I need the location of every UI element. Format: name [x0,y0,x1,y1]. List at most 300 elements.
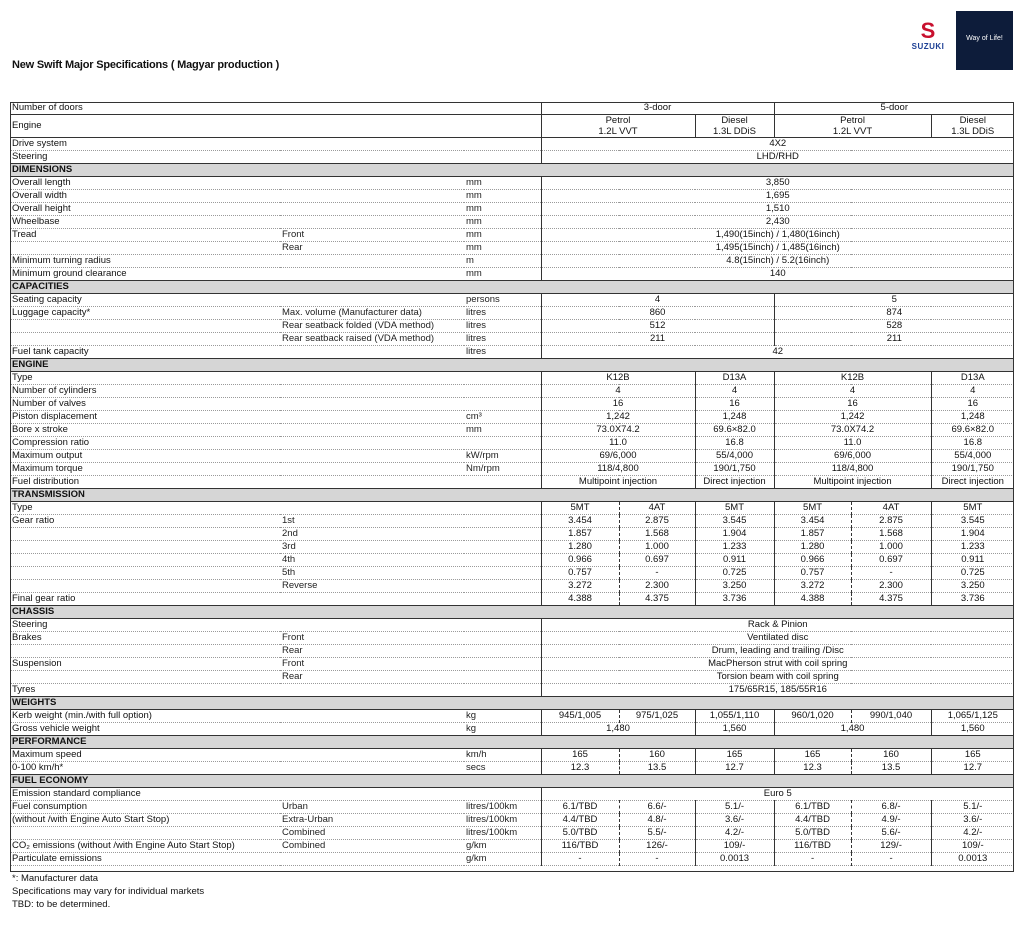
spec-label: Fuel tank capacity [10,346,280,359]
spec-value: 1.857 [774,528,851,541]
spec-value: 1,560 [931,723,1014,736]
spec-value: 512 [541,320,774,333]
spec-sublabel [280,710,464,723]
spec-value: 1,480 [541,723,695,736]
spec-value: 175/65R15, 185/55R16 [541,684,1014,697]
spec-sublabel [280,294,464,307]
spec-sublabel [280,502,464,515]
spec-label [10,242,280,255]
spec-value: 69/6,000 [541,450,695,463]
spec-value: Direct injection [931,476,1014,489]
spec-row [10,463,1014,476]
spec-label: Suspension [10,658,280,671]
spec-value: 4.8(15inch) / 5.2(16inch) [541,255,1014,268]
spec-value: 0.0013 [931,853,1014,866]
spec-value: 3.6/- [695,814,774,827]
spec-unit [464,541,541,554]
spec-unit: mm [464,203,541,216]
spec-value: 211 [774,333,1014,346]
spec-value: 4.375 [851,593,931,606]
spec-value: 42 [541,346,1014,359]
suzuki-s-icon: S [920,18,936,43]
spec-sublabel: 3rd [280,541,464,554]
spec-value: 118/4,800 [541,463,695,476]
spec-value: 129/- [851,840,931,853]
spec-value: 1.904 [695,528,774,541]
spec-value: 2,430 [541,216,1014,229]
spec-row [10,710,1014,723]
spec-value: - [619,853,695,866]
spec-unit: kg [464,723,541,736]
spec-label: Maximum torque [10,463,280,476]
spec-label: Number of valves [10,398,280,411]
section-title: CAPACITIES [10,281,1014,294]
spec-value: 4 [931,385,1014,398]
spec-value: 5 [774,294,1014,307]
spec-sublabel [280,619,464,632]
spec-value: 4.4/TBD [774,814,851,827]
spec-label: 0-100 km/h* [10,762,280,775]
section-header-row [10,736,1014,749]
spec-value: 3.272 [541,580,619,593]
spec-label: Luggage capacity* [10,307,280,320]
spec-value: D13A [695,372,774,385]
spec-label [10,567,280,580]
spec-row [10,632,1014,645]
spec-unit: g/km [464,840,541,853]
spec-sublabel: Combined [280,840,464,853]
spec-unit [464,398,541,411]
spec-value: 1,065/1,125 [931,710,1014,723]
spec-value: 1.233 [695,541,774,554]
spec-label: Steering [10,151,280,164]
spec-value: 0.757 [541,567,619,580]
spec-value: 874 [774,307,1014,320]
spec-label: Maximum speed [10,749,280,762]
spec-sublabel: 2nd [280,528,464,541]
spec-row [10,411,1014,424]
spec-unit: litres/100km [464,814,541,827]
section-title: WEIGHTS [10,697,1014,710]
spec-value: 69.6×82.0 [931,424,1014,437]
spec-row [10,333,1014,346]
spec-value: 12.7 [695,762,774,775]
spec-sublabel [280,203,464,216]
spec-label [10,645,280,658]
spec-value: 3.545 [695,515,774,528]
footnote: *: Manufacturer data [12,873,99,884]
spec-row [10,619,1014,632]
spec-label [10,671,280,684]
spec-unit [464,372,541,385]
spec-label: CO₂ emissions (without /with Engine Auto Start Stop) [10,840,280,853]
spec-row [10,541,1014,554]
spec-value: Petrol 1.2L VVT [541,115,695,138]
suzuki-wordmark: SUZUKI [911,42,945,51]
spec-label: Seating capacity [10,294,280,307]
spec-row [10,749,1014,762]
spec-sublabel [280,268,464,281]
spec-value: 975/1,025 [619,710,695,723]
spec-unit: litres [464,307,541,320]
spec-value: 3.250 [695,580,774,593]
spec-value: 116/TBD [774,840,851,853]
spec-unit [464,619,541,632]
spec-value: 2.300 [619,580,695,593]
spec-unit [464,580,541,593]
spec-unit: cm³ [464,411,541,424]
spec-sublabel [280,762,464,775]
spec-value: 1,242 [541,411,695,424]
spec-value: 0.0013 [695,853,774,866]
spec-value: - [541,853,619,866]
footnote: Specifications may vary for individual markets [12,886,205,897]
spec-label [10,528,280,541]
spec-sublabel: Front [280,632,464,645]
spec-row [10,294,1014,307]
spec-value: 3.545 [931,515,1014,528]
spec-sublabel [280,216,464,229]
spec-value: 55/4,000 [931,450,1014,463]
spec-value: 3.272 [774,580,851,593]
spec-value: 1,055/1,110 [695,710,774,723]
spec-sublabel [280,255,464,268]
spec-value: Diesel 1.3L DDiS [931,115,1014,138]
spec-value: 1.280 [541,541,619,554]
spec-unit [464,567,541,580]
spec-value: 1.233 [931,541,1014,554]
spec-label: Bore x stroke [10,424,280,437]
spec-value: - [851,853,931,866]
suzuki-logo [903,20,953,60]
spec-sublabel [280,151,464,164]
spec-value: 5.1/- [695,801,774,814]
spec-value: 16 [541,398,695,411]
spec-unit [464,671,541,684]
spec-label: Maximum output [10,450,280,463]
spec-value: Torsion beam with coil spring [541,671,1014,684]
spec-value: K12B [541,372,695,385]
section-title: FUEL ECONOMY [10,775,1014,788]
spec-sublabel [280,437,464,450]
spec-value: 0.966 [541,554,619,567]
spec-value: 0.725 [931,567,1014,580]
section-header-row [10,606,1014,619]
spec-label: Tyres [10,684,280,697]
spec-label: Minimum turning radius [10,255,280,268]
spec-row [10,671,1014,684]
spec-value: 5.0/TBD [541,827,619,840]
spec-label: Number of doors [10,102,280,115]
spec-value: 1,242 [774,411,931,424]
spec-label: Piston displacement [10,411,280,424]
spec-value: LHD/RHD [541,151,1014,164]
spec-row [10,827,1014,840]
spec-value: 16 [774,398,931,411]
spec-value: 0.697 [619,554,695,567]
spec-value: 3.736 [695,593,774,606]
spec-value: 11.0 [774,437,931,450]
section-header-row [10,697,1014,710]
spec-unit: persons [464,294,541,307]
spec-value: 4 [541,294,774,307]
spec-value: 73.0X74.2 [774,424,931,437]
footnotes [12,872,204,911]
spec-value: 3.454 [774,515,851,528]
spec-value: 1,510 [541,203,1014,216]
spec-value: 3.6/- [931,814,1014,827]
section-title: DIMENSIONS [10,164,1014,177]
spec-row [10,645,1014,658]
spec-row [10,268,1014,281]
spec-label: Fuel distribution [10,476,280,489]
spec-value: 5.6/- [851,827,931,840]
spec-sublabel [280,424,464,437]
spec-value: 118/4,800 [774,463,931,476]
spec-value: 1.568 [619,528,695,541]
spec-row [10,814,1014,827]
spec-value: 990/1,040 [851,710,931,723]
spec-label: Type [10,502,280,515]
spec-row [10,385,1014,398]
spec-value: 860 [541,307,774,320]
spec-unit [464,632,541,645]
spec-value: 3.454 [541,515,619,528]
spec-unit [464,684,541,697]
spec-value: 126/- [619,840,695,853]
spec-value: 960/1,020 [774,710,851,723]
specifications-table [10,102,1014,866]
spec-label: Number of cylinders [10,385,280,398]
spec-row [10,502,1014,515]
spec-row [10,723,1014,736]
spec-value: 3,850 [541,177,1014,190]
spec-value: 190/1,750 [931,463,1014,476]
spec-value: 5.1/- [931,801,1014,814]
spec-row [10,424,1014,437]
spec-value: 5MT [541,502,619,515]
spec-row [10,320,1014,333]
spec-label: (without /with Engine Auto Start Stop) [10,814,280,827]
spec-unit: mm [464,177,541,190]
spec-row [10,255,1014,268]
spec-label: Particulate emissions [10,853,280,866]
spec-label: Final gear ratio [10,593,280,606]
spec-label: Gear ratio [10,515,280,528]
section-header-row [10,164,1014,177]
spec-unit: litres [464,320,541,333]
spec-value: Ventilated disc [541,632,1014,645]
spec-row [10,684,1014,697]
spec-value: 5.5/- [619,827,695,840]
spec-sublabel: Rear [280,671,464,684]
spec-unit [464,437,541,450]
spec-sublabel: Reverse [280,580,464,593]
spec-value: 16 [931,398,1014,411]
spec-value: 4.375 [619,593,695,606]
spec-value: 1.280 [774,541,851,554]
spec-unit: litres [464,333,541,346]
spec-value: 160 [851,749,931,762]
spec-value: 4X2 [541,138,1014,151]
spec-row [10,476,1014,489]
spec-sublabel [280,463,464,476]
spec-value: 16 [695,398,774,411]
spec-sublabel: 5th [280,567,464,580]
spec-value: 12.3 [774,762,851,775]
spec-sublabel [280,788,464,801]
spec-sublabel [280,749,464,762]
spec-sublabel [280,684,464,697]
spec-label [10,333,280,346]
spec-sublabel: 1st [280,515,464,528]
spec-value: 5.0/TBD [774,827,851,840]
tagline-text: Way of Life! [966,35,1003,42]
spec-value: 4.8/- [619,814,695,827]
spec-value: 73.0X74.2 [541,424,695,437]
spec-row [10,840,1014,853]
spec-sublabel [280,593,464,606]
spec-unit: litres/100km [464,827,541,840]
spec-value: 6.1/TBD [541,801,619,814]
spec-sublabel [280,115,464,138]
spec-row [10,102,1014,115]
spec-value: Euro 5 [541,788,1014,801]
spec-value: D13A [931,372,1014,385]
spec-row [10,229,1014,242]
spec-value: Multipoint injection [774,476,931,489]
spec-row [10,216,1014,229]
spec-value: 6.8/- [851,801,931,814]
spec-value: 11.0 [541,437,695,450]
spec-value: 5MT [695,502,774,515]
spec-sublabel: Urban [280,801,464,814]
spec-sublabel: Combined [280,827,464,840]
spec-value: 109/- [931,840,1014,853]
spec-unit [464,645,541,658]
spec-label: Overall length [10,177,280,190]
spec-value: 0.725 [695,567,774,580]
spec-label [10,827,280,840]
spec-unit [464,788,541,801]
spec-row [10,567,1014,580]
spec-row [10,151,1014,164]
spec-row [10,658,1014,671]
spec-sublabel [280,372,464,385]
spec-value: 4.388 [541,593,619,606]
spec-value: 69.6×82.0 [695,424,774,437]
spec-value: 4 [774,385,931,398]
spec-unit: mm [464,190,541,203]
footnote: TBD: to be determined. [12,899,111,910]
spec-value: 160 [619,749,695,762]
spec-value: 4.2/- [931,827,1014,840]
spec-value: 1,695 [541,190,1014,203]
spec-value: 6.1/TBD [774,801,851,814]
spec-value: 165 [931,749,1014,762]
spec-unit: Nm/rpm [464,463,541,476]
section-header-row [10,489,1014,502]
spec-sublabel [280,853,464,866]
spec-value: 1.568 [851,528,931,541]
spec-label: Engine [10,115,280,138]
spec-label [10,554,280,567]
spec-row [10,515,1014,528]
spec-label: Drive system [10,138,280,151]
spec-value: Rack & Pinion [541,619,1014,632]
spec-value: 1,480 [774,723,931,736]
spec-row [10,190,1014,203]
spec-row [10,528,1014,541]
spec-value: 116/TBD [541,840,619,853]
spec-label [10,580,280,593]
spec-label: Compression ratio [10,437,280,450]
spec-unit: mm [464,424,541,437]
spec-value: 4 [695,385,774,398]
spec-value: Drum, leading and trailing /Disc [541,645,1014,658]
spec-value: 1.904 [931,528,1014,541]
spec-row [10,372,1014,385]
spec-value: Multipoint injection [541,476,695,489]
spec-value: 0.697 [851,554,931,567]
spec-unit [464,593,541,606]
spec-sublabel [280,723,464,736]
spec-sublabel: Rear seatback folded (VDA method) [280,320,464,333]
spec-value: 13.5 [619,762,695,775]
spec-sublabel [280,476,464,489]
spec-unit: mm [464,242,541,255]
spec-value: 1.000 [619,541,695,554]
spec-value: 3-door [541,102,774,115]
spec-row [10,554,1014,567]
spec-sublabel: 4th [280,554,464,567]
spec-value: 945/1,005 [541,710,619,723]
spec-value: Diesel 1.3L DDiS [695,115,774,138]
spec-unit [464,102,541,115]
spec-label: Steering [10,619,280,632]
spec-value: 4AT [851,502,931,515]
spec-value: 528 [774,320,1014,333]
spec-row [10,437,1014,450]
spec-sublabel [280,411,464,424]
spec-value: 4.388 [774,593,851,606]
spec-value: 2.875 [619,515,695,528]
spec-label: Emission standard compliance [10,788,280,801]
section-title: CHASSIS [10,606,1014,619]
spec-value: 69/6,000 [774,450,931,463]
spec-value: 5-door [774,102,1014,115]
spec-unit: mm [464,268,541,281]
spec-row [10,398,1014,411]
spec-sublabel [280,138,464,151]
spec-row [10,242,1014,255]
spec-unit [464,151,541,164]
spec-label: Minimum ground clearance [10,268,280,281]
spec-value: 0.911 [695,554,774,567]
spec-unit: kg [464,710,541,723]
spec-value: 4AT [619,502,695,515]
spec-unit [464,554,541,567]
spec-value: Petrol 1.2L VVT [774,115,931,138]
spec-sublabel [280,102,464,115]
spec-value: - [619,567,695,580]
spec-value: 5MT [774,502,851,515]
spec-value: 4.9/- [851,814,931,827]
section-title: ENGINE [10,359,1014,372]
spec-unit: mm [464,216,541,229]
spec-value: 5MT [931,502,1014,515]
spec-unit: litres [464,346,541,359]
